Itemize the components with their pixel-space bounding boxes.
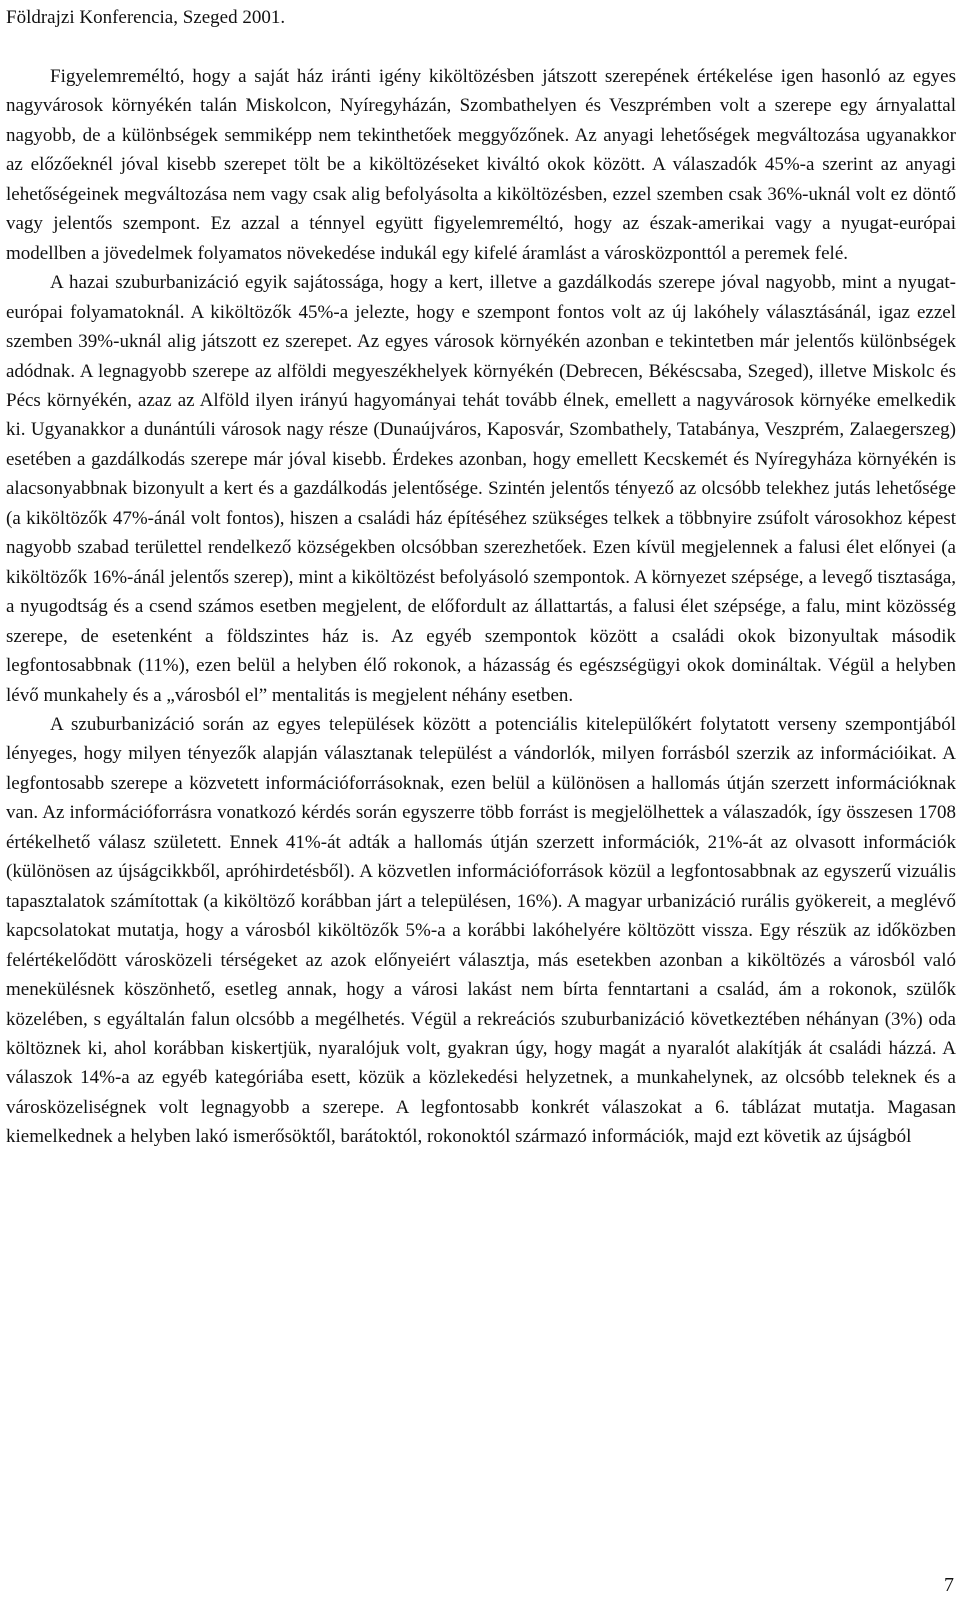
paragraph: A hazai szuburbanizáció egyik sajátossága, hogy a kert, illetve a gazdálkodás szerepe jóval nagyobb, mint a nyugat-európai folyamatoknál. A kiköltözők 45%-a jelezte, hogy e szempont fontos volt az új lakóhely választásánál, igaz ezzel szemben 39%-uknál alig játszott ez szerepet. Az egyes városok környékén azonban e tekintetben már jelentős különbségek adódnak. A legnagyobb szerepe az alföldi megyeszékhelyek környékén (Debrecen, Békéscsaba, Szeged), illetve Miskolc és Pécs környékén, azaz az Alföld ilyen irányú hagyományai tehát tovább élnek, emellett a nagyvárosok környéke emelkedik ki. Ugyanakkor a dunántúli városok nagy része (Dunaújváros, Kaposvár, Szombathely, Tatabánya, Veszprém, Zalaegerszeg) esetében a gazdálkodás szerepe már jóval kisebb. Érdekes azonban, hogy emellett Kecskemét és Nyíregyháza környékén is alacsonyabbnak bizonyult a kert és a gazdálkodás jelentősége. Szintén jelentős tényező az olcsóbb telekhez jutás lehetősége (a kiköltözők 47%-ánál volt fontos), hiszen a családi ház építéséhez szükséges telkek a többnyire zsúfolt városokhoz képest nagyobb szabad területtel rendelkező községekben olcsóbban szerezhetőek. Ezen kívül megjelennek a falusi élet előnyei (a kiköltözők 16%-ánál jelentős szerep), mint a kiköltözést befolyásoló szempontok. A környezet szépsége, a levegő tisztasága, a nyugodtság és a csend számos esetben megjelent, de előfordult az állattartás, a falusi élet szépsége, a falu, mint közösség szerepe, de esetenként a földszintes ház is. Az egyéb szempontok között a családi okok bizonyultak második legfontosabbnak (11%), ezen belül a helyben élő rokonok, a házasság és egészségügyi okok domináltak. Végül a helyben lévő munkahely és a „városból el” mentalitás is megjelent néhány esetben. <box>6 272 956 706</box>
paragraph: Figyelemreméltó, hogy a saját ház iránti igény kiköltözésben játszott szerepének értékelése igen hasonló az egyes nagyvárosok környékén talán Miskolcon, Nyíregyházán, Szombathelyen és Veszprémben volt a szerepe egy árnyalattal nagyobb, de a különbségek semmiképp nem tekinthetőek meggyőzőnek. Az anyagi lehetőségek megváltozása ugyanakkor az előzőeknél jóval kisebb szerepet tölt be a kiköltözéseket kiváltó okok között. A válaszadók 45%-a szerint az anyagi lehetőségeinek megváltozása nem vagy csak alig befolyásolta a kiköltözésben, ezzel szemben csak 36%-uknál volt ez döntő vagy jelentős szempont. Ez azzal a ténnyel együtt figyelemreméltó, hogy az észak-amerikai vagy a nyugat-európai modellben a jövedelmek folyamatos növekedése indukál egy kifelé áramlást a városközponttól a peremek felé. <box>6 66 956 264</box>
page-number: 7 <box>944 1574 954 1596</box>
body-text <box>6 62 956 1152</box>
running-header: Földrajzi Konferencia, Szeged 2001. <box>6 7 286 28</box>
paragraph: A szuburbanizáció során az egyes települések között a potenciális kitelepülőkért folytatott verseny szempontjából lényeges, hogy milyen tényezők alapján választanak települést a vándorlók, milyen forrásból szerzik az információikat. A legfontosabb szerepe a közvetett információforrásoknak, ezen belül a különösen a hallomás útján szerzett információknak van. Az információforrásra vonatkozó kérdés során egyszerre több forrást is megjelölhettek a válaszadók, így összesen 1708 értékelhető válasz született. Ennek 41%-át adták a hallomás útján szerzett információk, 21%-át az olvasott információk (különösen az újságcikkből, apróhirdetésből). A közvetlen információforrások közül a legfontosabbnak az egyszerű vizuális tapasztalatok számítottak (a kiköltöző korábban járt a településen, 16%). A magyar urbanizáció rurális gyökereit, a meglévő kapcsolatokat mutatja, hogy a városból kiköltözők 5%-a a korábbi lakóhelyére költözött vissza. Egy részük az időközben felértékelődött városközeli térségeket az azok előnyeiért választja, más esetekben azonban a kiköltözés a városból való menekülésnek köszönhető, esetleg annak, hogy a városi lakást nem bírta fenntartani a család, ám a rokonok, szülők közelében, s egyáltalán falun olcsóbb a megélhetés. Végül a rekreációs szuburbanizáció következtében néhányan (3%) oda költöznek ki, ahol korábban kiskertjük, nyaralójuk volt, gyakran úgy, hogy magát a nyaralót alakítják át családi házzá. A válaszok 14%-a az egyéb kategóriába esett, közük a közlekedési helyzetnek, a munkahelynek, az olcsóbb teleknek és a városközeliségnek volt legnagyobb a szerepe. A legfontosabb konkrét válaszokat a 6. táblázat mutatja. Magasan kiemelkednek a helyben lakó ismerősöktől, barátoktól, rokonoktól származó információk, majd ezt követik az újságból <box>6 713 956 1148</box>
